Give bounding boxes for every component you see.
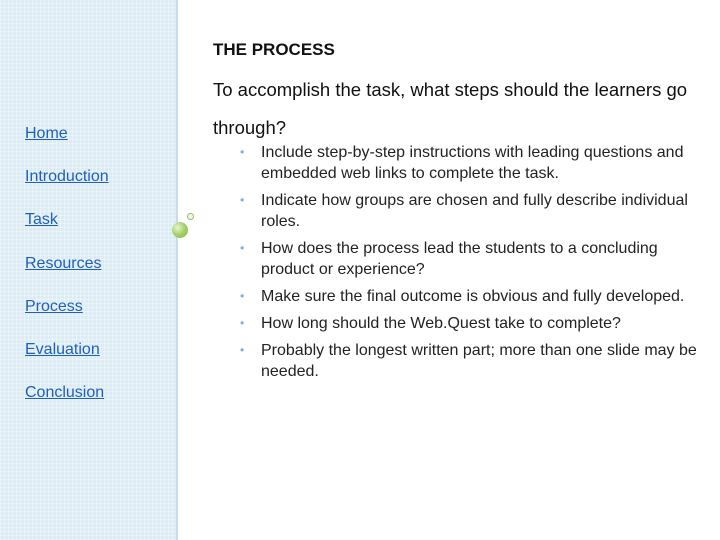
bullet-icon: •: [240, 343, 245, 357]
step-text: How long should the Web.Quest take to complete?: [261, 315, 621, 332]
green-orb-icon: [172, 222, 188, 238]
nav-link-task[interactable]: Task: [25, 211, 58, 228]
page-title: THE PROCESS: [213, 40, 335, 59]
intro-question: To accomplish the task, what steps should the learners go through?: [213, 79, 688, 138]
nav-link-resources[interactable]: Resources: [25, 255, 102, 272]
step-text: Make sure the final outcome is obvious and fully developed.: [261, 288, 685, 305]
list-item: [240, 286, 710, 307]
nav-link-evaluation[interactable]: Evaluation: [25, 341, 100, 358]
bullet-icon: •: [240, 193, 245, 207]
bullet-icon: •: [240, 289, 245, 303]
list-item: [240, 142, 710, 184]
step-text: Probably the longest written part; more than one slide may be needed.: [261, 342, 697, 380]
bullet-icon: •: [240, 316, 245, 330]
list-item: [240, 313, 710, 334]
nav-link-process[interactable]: Process: [25, 298, 83, 315]
nav-link-introduction[interactable]: Introduction: [25, 168, 109, 185]
sidebar: [0, 0, 178, 540]
steps-list: [240, 142, 710, 388]
bullet-icon: •: [240, 145, 245, 159]
step-text: Include step-by-step instructions with leading questions and embedded web links to complete the task.: [261, 144, 684, 182]
list-item: [240, 340, 710, 382]
list-item: [240, 238, 710, 280]
nav-link-home[interactable]: Home: [25, 125, 68, 142]
nav-link-conclusion[interactable]: Conclusion: [25, 384, 105, 401]
step-text: How does the process lead the students to a concluding product or experience?: [261, 240, 658, 278]
step-text: Indicate how groups are chosen and fully describe individual roles.: [261, 192, 688, 230]
bullet-icon: •: [240, 241, 245, 255]
small-ring-orb-icon: [187, 213, 194, 220]
list-item: [240, 190, 710, 232]
